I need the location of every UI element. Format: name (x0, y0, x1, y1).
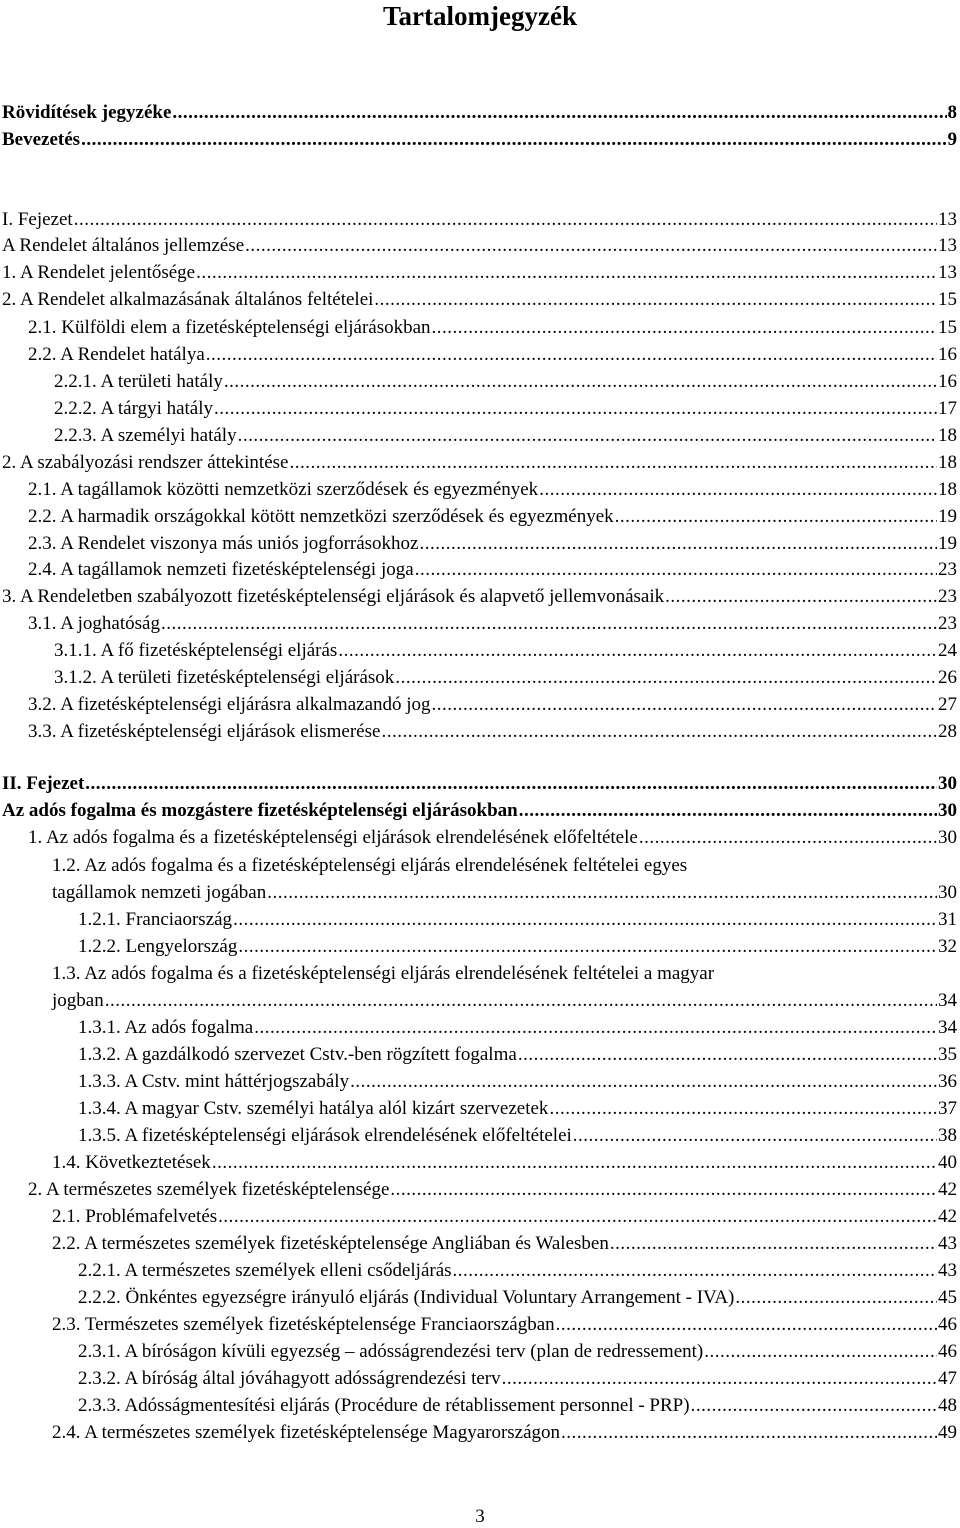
page-title: Tartalomjegyzék (383, 1, 577, 31)
toc-page-number: 23 (938, 559, 957, 580)
dot-leader (206, 342, 937, 368)
dot-leader (518, 1042, 937, 1068)
toc-page-number: 37 (938, 1098, 957, 1119)
toc-entry-title: 2.3.2. A bíróság által jóváhagyott adósságrendezési terv (78, 1368, 501, 1389)
toc-page-number: 15 (938, 289, 957, 310)
dot-leader (233, 907, 937, 933)
toc-entry-title: 2.2. A harmadik országokkal kötött nemzetközi szerződések és egyezmények (28, 506, 614, 527)
toc-entry-title: 2.2. A Rendelet hatálya (28, 344, 205, 365)
toc-entry[interactable] (78, 1366, 957, 1392)
toc-entry[interactable] (28, 315, 957, 341)
toc-page-number: 48 (938, 1395, 957, 1416)
dot-leader (432, 315, 937, 341)
toc-entry[interactable] (78, 1015, 957, 1041)
toc-entry-title: 1.3.4. A magyar Cstv. személyi hatálya alól kizárt szervezetek (78, 1098, 549, 1119)
toc-page-number: 16 (938, 344, 957, 365)
toc-entry-title: 1.3.1. Az adós fogalma (78, 1017, 254, 1038)
toc-entry[interactable] (78, 1069, 957, 1095)
dot-leader (381, 719, 937, 745)
dot-leader (420, 531, 938, 557)
toc-entry[interactable] (28, 531, 957, 557)
toc-entry[interactable] (78, 1339, 957, 1365)
toc-entry-title: 2.4. A tagállamok nemzeti fizetésképtelenségi joga (28, 559, 414, 580)
dot-leader (238, 934, 937, 960)
toc-entry-title: 1.3. Az adós fogalma és a fizetésképtelenségi eljárás elrendelésének feltételei a magyar (52, 963, 715, 984)
dot-leader (615, 504, 937, 530)
toc-entry-title: 2.1. A tagállamok közötti nemzetközi szerződések és egyezmények (28, 479, 539, 500)
toc-page-number: 8 (947, 102, 957, 123)
toc-entry[interactable] (52, 1204, 957, 1230)
toc-page-number: 30 (938, 827, 957, 848)
dot-leader (85, 771, 937, 797)
toc-entry-title-continuation: tagállamok nemzeti jogában (52, 882, 267, 903)
dot-leader (549, 1096, 937, 1122)
dot-leader (691, 1393, 937, 1419)
toc-page-number: 13 (938, 262, 957, 283)
toc-entry-title: 2.2.3. A személyi hatály (54, 425, 237, 446)
toc-entry-title: 1.4. Következtetések (52, 1152, 211, 1173)
toc-entry[interactable] (52, 880, 957, 906)
toc-page-number: 9 (947, 129, 957, 150)
toc-page-number: 31 (938, 909, 957, 930)
toc-entry[interactable] (54, 369, 957, 395)
toc-entry[interactable] (28, 692, 957, 718)
toc-entry-title: 1.2.1. Franciaország (78, 909, 233, 930)
toc-page-number: 32 (938, 936, 957, 957)
dot-leader (289, 450, 937, 476)
toc-entry[interactable] (28, 504, 957, 530)
toc-page-number: 47 (938, 1368, 957, 1389)
toc-entry-title-continuation: jogban (52, 990, 104, 1011)
toc-page-number: 19 (938, 533, 957, 554)
dot-leader (350, 1069, 937, 1095)
toc-entry[interactable] (2, 287, 957, 313)
toc-entry-title: 2.3.1. A bíróságon kívüli egyezség – adósságrendezési terv (plan de redressement) (78, 1341, 704, 1362)
toc-entry-title: 2. A szabályozási rendszer áttekintése (2, 452, 289, 473)
toc-entry-title: 2.1. Problémafelvetés (52, 1206, 218, 1227)
toc-entry[interactable] (2, 207, 957, 233)
dot-leader (704, 1339, 937, 1365)
toc-entry-title: 2.2.1. A természetes személyek elleni csődeljárás (78, 1260, 452, 1281)
toc-entry-title: 3. A Rendeletben szabályozott fizetésképtelenségi eljárások és alapvető jellemvonásaik (2, 586, 665, 607)
toc-entry[interactable] (78, 1393, 957, 1419)
toc-page-number: 18 (938, 479, 957, 500)
toc-entry-title: A Rendelet általános jellemzése (2, 235, 245, 256)
dot-leader (502, 1366, 937, 1392)
toc-entry-title: Bevezetés (2, 129, 81, 150)
dot-leader (453, 1258, 937, 1284)
toc-entry[interactable] (2, 450, 957, 476)
toc-entry-title: 1. Az adós fogalma és a fizetésképtelenségi eljárások elrendelésének előfeltétele (28, 827, 638, 848)
dot-leader (432, 692, 937, 718)
toc-entry-title: 2.3.3. Adósságmentesítési eljárás (Procédure de rétablissement personnel - PRP) (78, 1395, 690, 1416)
toc-entry-title: I. Fejezet (2, 209, 73, 230)
toc-page-number: 26 (938, 667, 957, 688)
toc-entry-title: 3.3. A fizetésképtelenségi eljárások elismerése (28, 721, 381, 742)
dot-leader (267, 880, 937, 906)
dot-leader (415, 557, 937, 583)
dot-leader (735, 1285, 937, 1311)
toc-page-number: 34 (938, 1017, 957, 1038)
toc-page-number: 42 (938, 1179, 957, 1200)
toc-page-number: 17 (938, 398, 957, 419)
toc-entry-title: 2.3. Természetes személyek fizetésképtelensége Franciaországban (52, 1314, 555, 1335)
dot-leader (74, 207, 937, 233)
toc-page-number: 36 (938, 1071, 957, 1092)
toc-entry-title: 2.1. Külföldi elem a fizetésképtelenségi eljárásokban (28, 317, 431, 338)
toc-entry-title: 2.4. A természetes személyek fizetésképtelensége Magyarországon (52, 1422, 561, 1443)
toc-entry[interactable] (2, 100, 957, 126)
toc-entry-title: 2.2.2. Önkéntes egyezségre irányuló eljárás (Individual Voluntary Arrangement - IVA) (78, 1287, 735, 1308)
toc-entry[interactable] (2, 233, 957, 259)
toc-page-number: 40 (938, 1152, 957, 1173)
toc-page-number: 43 (938, 1260, 957, 1281)
dot-leader (539, 477, 937, 503)
toc-entry[interactable] (78, 1123, 957, 1149)
toc-entry-title: 2. A Rendelet alkalmazásának általános feltételei (2, 289, 374, 310)
toc-page-number: 34 (938, 990, 957, 1011)
dot-leader (81, 127, 946, 153)
toc-entry-title: Az adós fogalma és mozgástere fizetésképtelenségi eljárásokban (2, 800, 518, 821)
toc-entry[interactable] (78, 1258, 957, 1284)
toc-page-number: 24 (938, 640, 957, 661)
dot-leader (639, 825, 937, 851)
toc-page-number: 30 (938, 773, 957, 794)
toc-entry[interactable] (2, 260, 957, 286)
toc-entry[interactable] (28, 1177, 957, 1203)
toc-entry[interactable] (78, 934, 957, 960)
toc-entry[interactable] (2, 127, 957, 153)
dot-leader (212, 1150, 937, 1176)
dot-leader (519, 798, 937, 824)
toc-entry-title: 2.2. A természetes személyek fizetésképtelensége Angliában és Walesben (52, 1233, 609, 1254)
toc-entry-title: 3.1.1. A fő fizetésképtelenségi eljárás (54, 640, 338, 661)
toc-page-number: 18 (938, 425, 957, 446)
toc-entry[interactable] (52, 1231, 957, 1257)
toc-page-number: 23 (938, 586, 957, 607)
toc-page-number: 30 (938, 882, 957, 903)
page-number: 3 (475, 1506, 485, 1527)
toc-entry-title: 2.3. A Rendelet viszonya más uniós jogforrásokhoz (28, 533, 419, 554)
toc-entry-title: 2.2.1. A területi hatály (54, 371, 223, 392)
toc-page-number: 43 (938, 1233, 957, 1254)
toc-page-number: 19 (938, 506, 957, 527)
toc-entry[interactable] (54, 396, 957, 422)
toc-entry-title: 3.2. A fizetésképtelenségi eljárásra alkalmazandó jog (28, 694, 431, 715)
toc-entry[interactable] (28, 611, 957, 637)
toc-entry-title: 3.1.2. A területi fizetésképtelenségi eljárások (54, 667, 395, 688)
toc-page-number: 28 (938, 721, 957, 742)
dot-leader (196, 260, 937, 286)
toc-entry[interactable] (28, 719, 957, 745)
toc-entry-title: 3.1. A joghatóság (28, 613, 160, 634)
toc-entry[interactable] (54, 423, 957, 449)
toc-entry-title: 1.3.5. A fizetésképtelenségi eljárások elrendelésének előfeltételei (78, 1125, 572, 1146)
dot-leader (218, 1204, 937, 1230)
dot-leader (390, 1177, 937, 1203)
toc-entry[interactable] (52, 1150, 957, 1176)
toc-page-number: 23 (938, 613, 957, 634)
dot-leader (254, 1015, 937, 1041)
dot-leader (245, 233, 937, 259)
toc-entry-title: 2.2.2. A tárgyi hatály (54, 398, 214, 419)
toc-page-number: 49 (938, 1422, 957, 1443)
toc-entry-title: 2. A természetes személyek fizetésképtelensége (28, 1179, 390, 1200)
dot-leader (161, 611, 937, 637)
dot-leader (561, 1420, 937, 1446)
toc-entry[interactable] (78, 1042, 957, 1068)
toc-entry[interactable] (52, 1420, 957, 1446)
dot-leader (238, 423, 937, 449)
toc-entry[interactable] (78, 907, 957, 933)
dot-leader (395, 665, 937, 691)
toc-page-number: 45 (938, 1287, 957, 1308)
dot-leader (214, 396, 937, 422)
toc-page-number: 18 (938, 452, 957, 473)
toc-page-number: 30 (938, 800, 957, 821)
toc-page-number: 35 (938, 1044, 957, 1065)
toc-entry[interactable] (28, 477, 957, 503)
toc-page-number: 13 (938, 209, 957, 230)
toc-page-number: 42 (938, 1206, 957, 1227)
dot-leader (338, 638, 937, 664)
toc-entry-title: Rövidítések jegyzéke (2, 102, 172, 123)
toc-entry[interactable] (78, 1096, 957, 1122)
toc-entry-title: 1.2.2. Lengyelország (78, 936, 238, 957)
toc-entry-title: 1.3.2. A gazdálkodó szervezet Cstv.-ben rögzített fogalma (78, 1044, 517, 1065)
toc-entry[interactable] (2, 584, 957, 610)
toc-entry[interactable] (78, 1285, 957, 1311)
dot-leader (573, 1123, 937, 1149)
dot-leader (105, 988, 937, 1014)
toc-page-number: 13 (938, 235, 957, 256)
dot-leader (665, 584, 937, 610)
toc-entry[interactable] (28, 825, 957, 851)
toc-entry[interactable] (2, 798, 957, 824)
toc-entry[interactable] (52, 988, 957, 1014)
dot-leader (172, 100, 946, 126)
toc-entry[interactable] (28, 557, 957, 583)
toc-entry[interactable] (2, 771, 957, 797)
toc-entry-title: 1. A Rendelet jelentősége (2, 262, 196, 283)
toc-entry[interactable] (54, 665, 957, 691)
dot-leader (610, 1231, 937, 1257)
dot-leader (224, 369, 937, 395)
toc-page-number: 38 (938, 1125, 957, 1146)
toc-entry[interactable] (28, 342, 957, 368)
toc-entry[interactable] (52, 1312, 957, 1338)
toc-page-number: 46 (938, 1314, 957, 1335)
toc-entry[interactable] (54, 638, 957, 664)
toc-entry-title: 1.2. Az adós fogalma és a fizetésképtelenségi eljárás elrendelésének feltételei egyes (52, 855, 688, 876)
dot-leader (374, 287, 937, 313)
toc-entry-title: 1.3.3. A Cstv. mint háttérjogszabály (78, 1071, 350, 1092)
toc-entry-title: II. Fejezet (2, 773, 85, 794)
toc-page-number: 15 (938, 317, 957, 338)
dot-leader (556, 1312, 937, 1338)
toc-page-number: 16 (938, 371, 957, 392)
toc-page-number: 46 (938, 1341, 957, 1362)
toc-page-number: 27 (938, 694, 957, 715)
